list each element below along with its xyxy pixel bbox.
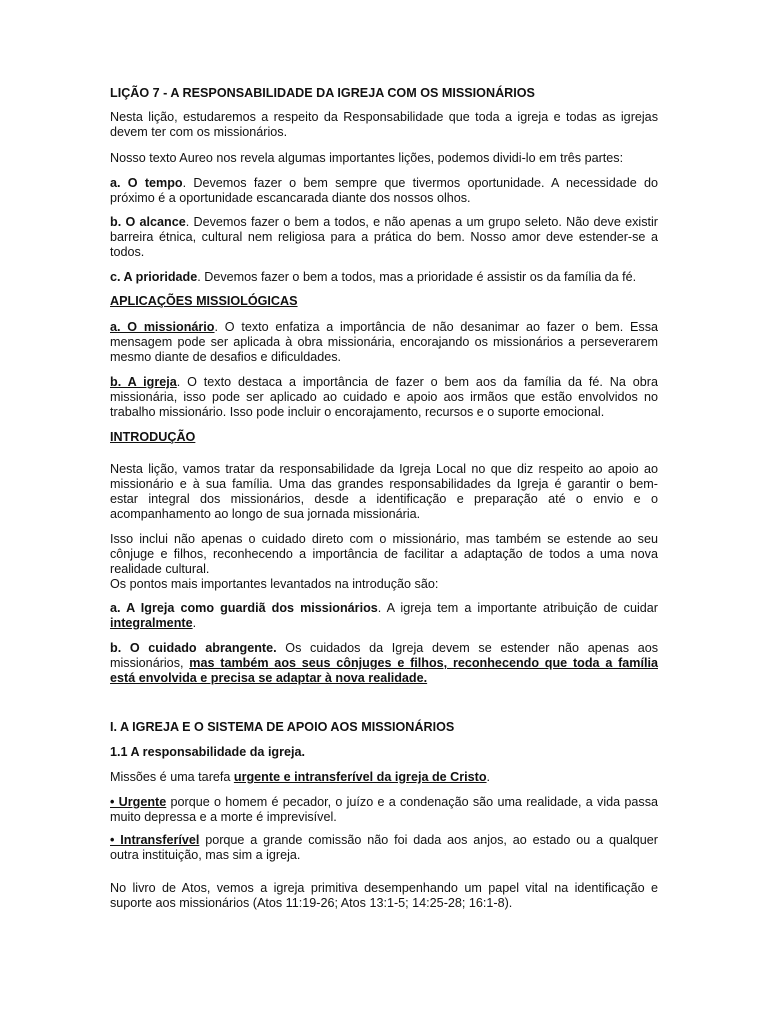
text-line: a. O missionário. O texto enfatiza a importância de não desanimar ao fazer o bem. Essa xyxy=(110,320,659,334)
lesson-title: LIÇÃO 7 - A RESPONSABILIDADE DA IGREJA COM OS MISSIONÁRIOS xyxy=(110,86,535,100)
intransferivel-paragraph xyxy=(110,833,658,863)
introducao-point-a xyxy=(110,601,658,631)
text-line: a. A Igreja como guardiã dos missionários. A igreja tem a importante atribuição de cuidar xyxy=(110,601,658,615)
part-a-paragraph xyxy=(110,176,658,206)
text-line: suporte aos missionários (Atos 11:19-26; Atos 13:1-5; 14:25-28; 16:1-8). xyxy=(110,896,513,910)
text-line: Nosso texto Aureo nos revela algumas importantes lições, podemos dividi-lo em três partes: xyxy=(110,151,624,165)
part-b-paragraph xyxy=(110,215,658,260)
introducao-paragraph-1 xyxy=(110,462,658,522)
text-line: realidade cultural. xyxy=(110,562,210,576)
text-line: Os pontos mais importantes levantados na introdução são: xyxy=(110,577,439,591)
text-line: b. O alcance. Devemos fazer o bem a todos, e não apenas a um grupo seleto. Não deve existir xyxy=(110,215,658,229)
text-line: barreira étnica, cultural nem religiosa para a prática do bem. Nosso amor deve estender-se a xyxy=(110,230,658,244)
text-line: cônjuge e filhos, reconhecendo a importância de facilitar a adaptação de todos a uma nova xyxy=(110,547,658,561)
text-line: devem ter com os missionários. xyxy=(110,125,288,139)
text-line: No livro de Atos, vemos a igreja primitiva desempenhando um papel vital na identificação e xyxy=(110,881,658,895)
introducao-point-b xyxy=(110,641,658,686)
text-line: missionário e à sua família. Uma das grandes responsabilidades da Igreja é garantir o bem- xyxy=(110,477,658,491)
text-line: outra instituição, mas sim a igreja. xyxy=(110,848,301,862)
missoes-paragraph: Missões é uma tarefa urgente e intransferível da igreja de Cristo. xyxy=(110,770,491,784)
aplicacoes-heading: APLICAÇÕES MISSIOLÓGICAS xyxy=(110,294,298,308)
text-line: Isso inclui não apenas o cuidado direto com o missionário, mas também se estende ao seu xyxy=(110,532,658,546)
text-line: Nesta lição, vamos tratar da responsabilidade da Igreja Local no que diz respeito ao apoio ao xyxy=(110,462,658,476)
part-c-paragraph: c. A prioridade. Devemos fazer o bem a todos, mas a prioridade é assistir os da família da fé. xyxy=(110,270,637,284)
aureo-paragraph xyxy=(110,151,658,166)
section1-heading: I. A IGREJA E O SISTEMA DE APOIO AOS MISSIONÁRIOS xyxy=(110,720,455,734)
text-line: mensagem pode ser aplicada à obra missionária, encorajando os missionários a perseverarem xyxy=(110,335,658,349)
atos-paragraph xyxy=(110,881,658,911)
text-line: está envolvida e precisa se adaptar à nova realidade. xyxy=(110,671,428,685)
text-line: • Urgente porque o homem é pecador, o juízo e a condenação são uma realidade, a vida passa xyxy=(110,795,658,809)
introducao-heading: INTRODUÇÃO xyxy=(110,430,196,444)
text-line: missionários, mas também aos seus cônjuges e filhos, reconhecendo que toda a família xyxy=(110,656,658,670)
text-line: muito depressa e a morte é imprevisível. xyxy=(110,810,337,824)
text-line: acompanhamento ao longo de sua jornada missionária. xyxy=(110,507,421,521)
text-line: integralmente. xyxy=(110,616,197,630)
text-line: estar integral dos missionários, desde a identificação e preparação até o envio e o xyxy=(110,492,658,506)
introducao-paragraph-2 xyxy=(110,532,658,592)
text-line: a. O tempo. Devemos fazer o bem sempre que tivermos oportunidade. A necessidade do xyxy=(110,176,659,190)
text-line: todos. xyxy=(110,245,145,259)
text-line: b. A igreja. O texto destaca a importância de fazer o bem aos da família da fé. Na obra xyxy=(110,375,658,389)
aplicacao-a-paragraph xyxy=(110,320,658,365)
intro-paragraph xyxy=(110,110,658,140)
urgente-paragraph xyxy=(110,795,658,825)
section1-subheading: 1.1 A responsabilidade da igreja. xyxy=(110,745,306,759)
text-line: Nesta lição, estudaremos a respeito da Responsabilidade que toda a igreja e todas as igrejas xyxy=(110,110,658,124)
text-line: • Intransferível porque a grande comissão não foi dada aos anjos, ao estado ou a qualquer xyxy=(110,833,658,847)
text-line: missionária, isso pode ser aplicado ao cuidado e apoio aos irmãos que estão envolvidos no xyxy=(110,390,658,404)
text-line: próximo é a oportunidade escancarada diante dos nossos olhos. xyxy=(110,191,471,205)
text-line: b. O cuidado abrangente. Os cuidados da Igreja devem se estender não apenas aos xyxy=(110,641,659,655)
aplicacao-b-paragraph xyxy=(110,375,658,420)
text-line: mesmo diante de desafios e dificuldades. xyxy=(110,350,342,364)
text-line: trabalho missionário. Isso pode incluir o encorajamento, recursos e o suporte emocional. xyxy=(110,405,605,419)
